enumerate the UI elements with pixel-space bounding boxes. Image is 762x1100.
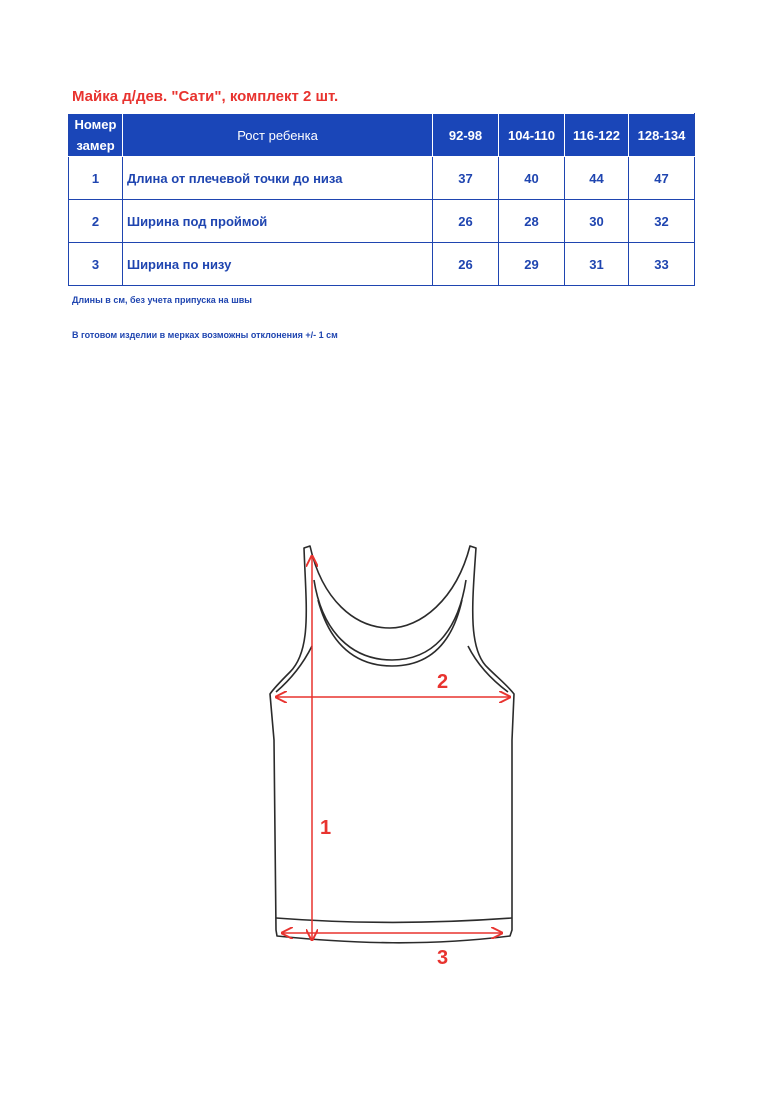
- units-note: Длины в см, без учета припуска на швы: [72, 295, 252, 305]
- measure-label-hem-width: 3: [437, 947, 449, 969]
- row-number: 3: [69, 243, 123, 286]
- header-num-line1: Номер: [74, 117, 117, 132]
- row-value: 26: [433, 243, 499, 286]
- row-parameter: Ширина по низу: [123, 243, 433, 286]
- tank-top-body: [270, 546, 514, 943]
- row-value: 33: [629, 243, 695, 286]
- row-number: 1: [69, 157, 123, 200]
- header-size: 116-122: [565, 114, 629, 157]
- row-value: 29: [499, 243, 565, 286]
- header-child-height: Рост ребенка: [123, 114, 433, 157]
- row-value: 37: [433, 157, 499, 200]
- tolerance-note: В готовом изделии в мерках возможны отклонения +/- 1 см: [72, 330, 338, 340]
- row-parameter: Ширина под проймой: [123, 200, 433, 243]
- product-title: Майка д/дев. "Сати", комплект 2 шт.: [72, 88, 339, 105]
- row-value: 47: [629, 157, 695, 200]
- row-value: 32: [629, 200, 695, 243]
- row-value: 44: [565, 157, 629, 200]
- header-num-line2: замер: [76, 138, 115, 153]
- left-armhole-band: [276, 646, 312, 692]
- header-size: 128-134: [629, 114, 695, 157]
- measure-label-length: 1: [320, 817, 332, 839]
- measure-label-armpit-width: 2: [437, 671, 449, 693]
- row-value: 26: [433, 200, 499, 243]
- row-number: 2: [69, 200, 123, 243]
- row-value: 31: [565, 243, 629, 286]
- neckline-band: [314, 580, 466, 660]
- row-value: 30: [565, 200, 629, 243]
- tank-top-outline: [270, 546, 514, 943]
- neckline-inner: [318, 600, 462, 666]
- header-size: 92-98: [433, 114, 499, 157]
- header-size: 104-110: [499, 114, 565, 157]
- row-parameter: Длина от плечевой точки до низа: [123, 157, 433, 200]
- row-value: 40: [499, 157, 565, 200]
- row-value: 28: [499, 200, 565, 243]
